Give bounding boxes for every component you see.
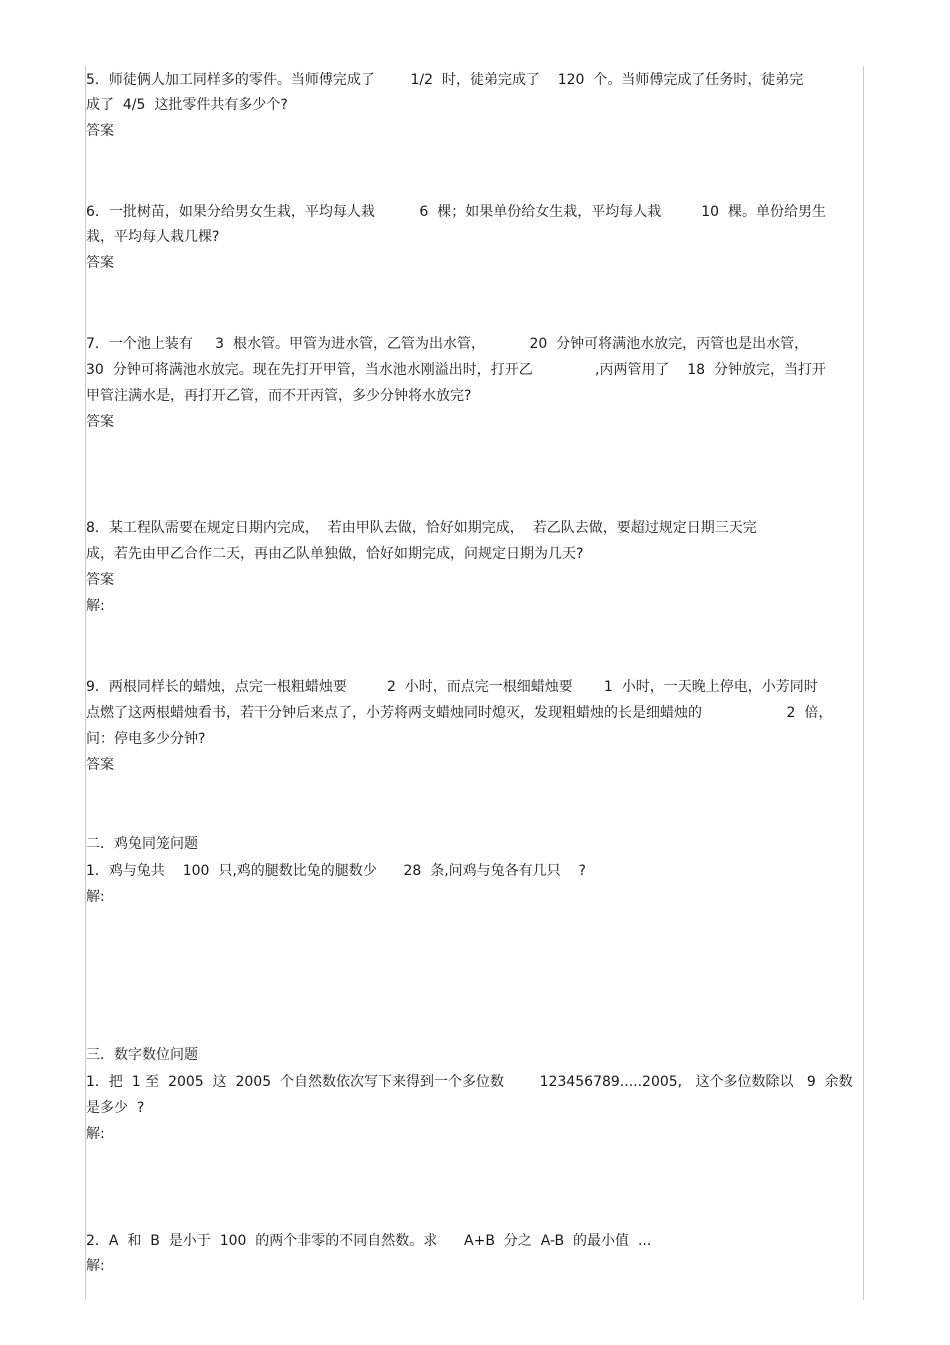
problem-7-line-1: 7．一个池上装有 3 根水管。甲管为进水管，乙管为出水管， 20 分钟可将满池水放完，丙管也是出水管， [86, 336, 809, 352]
problem-6-answer-label: 答案 [86, 255, 114, 271]
section-3-question-1-line-2: 是多少 ? [86, 1100, 145, 1116]
problem-5-answer-label: 答案 [86, 123, 114, 139]
problem-8-solution-label: 解: [86, 598, 105, 614]
section-3-question-1-solution-label: 解: [86, 1126, 105, 1142]
problem-9-answer-label: 答案 [86, 757, 114, 773]
problem-8-line-1: 8．某工程队需要在规定日期内完成， 若由甲队去做，恰好如期完成， 若乙队去做，要超过规定日期三天完 [86, 520, 757, 536]
section-3-question-2-solution-label: 解: [86, 1258, 105, 1274]
section-2-solution-label: 解: [86, 889, 105, 905]
problem-5-line-2: 成了 4/5 这批零件共有多少个? [86, 97, 288, 113]
problem-7-answer-label: 答案 [86, 414, 114, 430]
right-margin-line [863, 66, 864, 1300]
problem-9-line-2: 点燃了这两根蜡烛看书，若干分钟后来点了，小芳将两支蜡烛同时熄灭，发现粗蜡烛的长是细蜡烛的 2 倍， [86, 705, 833, 721]
problem-7-line-3: 甲管注满水是，再打开乙管，而不开丙管，多少分钟将水放完? [86, 388, 472, 404]
problem-7-line-2: 30 分钟可将满池水放完。现在先打开甲管，当水池水刚溢出时，打开乙 ,丙两管用了 18 分钟放完，当打开 [86, 362, 826, 378]
section-3-question-1-line-1: 1．把 1 至 2005 这 2005 个自然数依次写下来得到一个多位数 123456789.....2005, 这个多位数除以 9 余数 [86, 1074, 853, 1090]
problem-9-line-3: 问：停电多少分钟? [86, 731, 206, 747]
section-2-title: 二．鸡兔同笼问题 [86, 836, 198, 852]
problem-8-line-2: 成，若先由甲乙合作二天，再由乙队单独做，恰好如期完成，问规定日期为几天? [86, 546, 584, 562]
problem-8-answer-label: 答案 [86, 572, 114, 588]
problem-6-line-1: 6．一批树苗，如果分给男女生栽，平均每人栽 6 棵；如果单份给女生栽，平均每人栽 10 棵。单份给男生 [86, 204, 826, 220]
problem-6-line-2: 栽，平均每人栽几棵? [86, 229, 220, 245]
section-3-question-2: 2．A 和 B 是小于 100 的两个非零的不同自然数。求 A+B 分之 A-B 的最小值 ... [86, 1233, 652, 1249]
section-3-title: 三．数字数位问题 [86, 1047, 198, 1063]
problem-9-line-1: 9．两根同样长的蜡烛，点完一根粗蜡烛要 2 小时，而点完一根细蜡烛要 1 小时，一天晚上停电，小芳同时 [86, 679, 818, 695]
problem-5-line-1: 5．师徒俩人加工同样多的零件。当师傅完成了 1/2 时，徒弟完成了 120 个。当师傅完成了任务时，徒弟完 [86, 72, 804, 88]
section-2-question-1: 1．鸡与兔共 100 只,鸡的腿数比兔的腿数少 28 条,问鸡与兔各有几只 ? [86, 863, 586, 879]
